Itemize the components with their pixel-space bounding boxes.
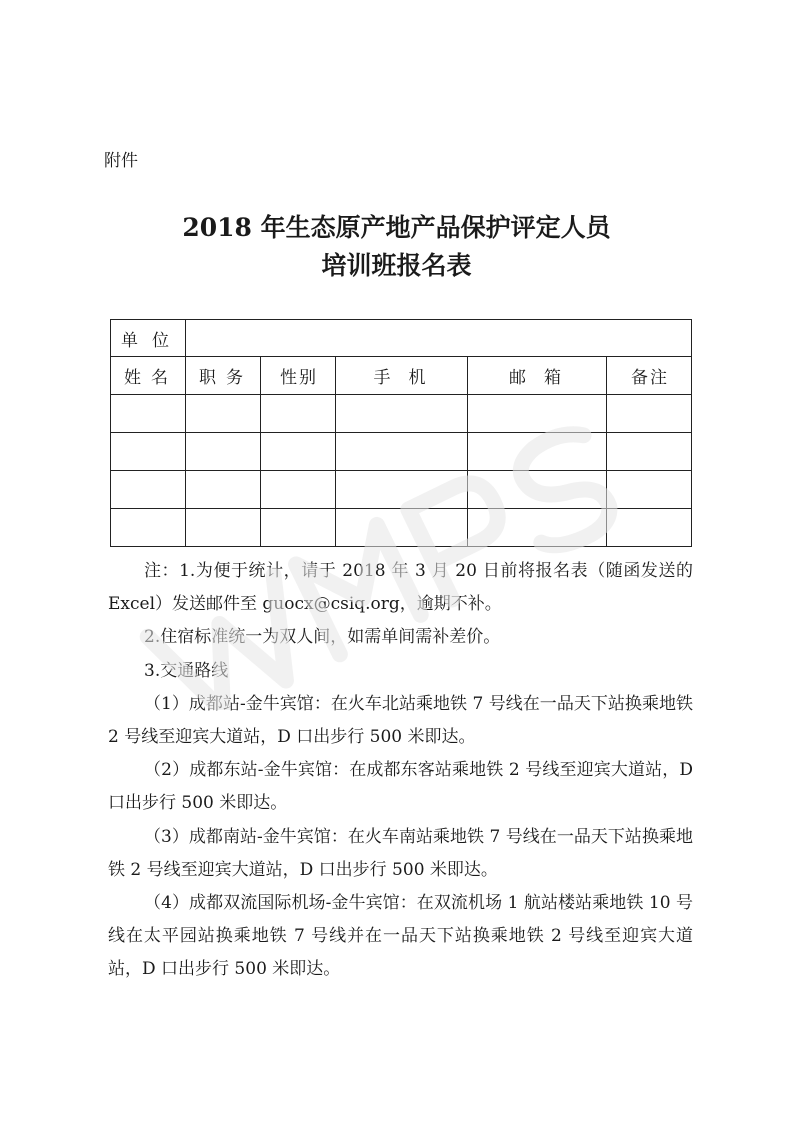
- table-cell[interactable]: [111, 509, 186, 547]
- table-cell[interactable]: [186, 433, 261, 471]
- route-chengdu-east: （2）成都东站-金牛宾馆：在成都东客站乘地铁 2 号线至迎宾大道站，D 口出步行 500 米即达。: [108, 760, 693, 814]
- column-header-remarks: 备注: [607, 357, 692, 395]
- route-chengdu-station: （1）成都站-金牛宾馆：在火车北站乘地铁 7 号线在一品天下站换乘地铁 2 号线至迎宾大道站，D 口出步行 500 米即达。: [108, 693, 693, 748]
- table-cell[interactable]: [607, 509, 692, 547]
- table-row: [111, 471, 692, 509]
- route-chengdu-south: （3）成都南站-金牛宾馆：在火车南站乘地铁 7 号线在一品天下站换乘地铁 2 号线至迎宾大道站，D 口出步行 500 米即达。: [108, 826, 693, 880]
- note-submission: 注：1.为便于统计，请于 2018 年 3 月 20 日前将报名表（随函发送的 Excel）发送邮件至 guocx@csiq.org，逾期不补。: [108, 561, 693, 615]
- unit-value-cell[interactable]: [186, 320, 692, 357]
- route-shuangliu-airport: （4）成都双流国际机场-金牛宾馆：在双流机场 1 航站楼站乘地铁 10 号线在太平园站换乘地铁 7 号线并在一品天下站换乘地铁 2 号线至迎宾大道站，D 口出步行 500 米即达。: [108, 893, 693, 980]
- column-header-position: 职务: [186, 357, 261, 395]
- table-cell[interactable]: [468, 433, 607, 471]
- table-cell[interactable]: [186, 509, 261, 547]
- table-cell[interactable]: [468, 509, 607, 547]
- unit-label: 单位: [111, 320, 186, 357]
- notes-section: [108, 555, 693, 987]
- table-cell[interactable]: [336, 433, 468, 471]
- attachment-label: 附件: [104, 151, 138, 171]
- column-header-email: 邮箱: [468, 357, 607, 395]
- column-header-gender: 性别: [261, 357, 336, 395]
- table-cell[interactable]: [336, 509, 468, 547]
- table-cell[interactable]: [186, 471, 261, 509]
- table-cell[interactable]: [468, 471, 607, 509]
- column-header-name: 姓名: [111, 357, 186, 395]
- table-cell[interactable]: [111, 395, 186, 433]
- unit-row: [111, 320, 692, 357]
- document-title-line2: 培训班报名表: [321, 251, 472, 280]
- table-cell[interactable]: [607, 395, 692, 433]
- table-cell[interactable]: [261, 433, 336, 471]
- table-cell[interactable]: [607, 471, 692, 509]
- note-accommodation: 2.住宿标准统一为双人间，如需单间需补差价。: [144, 627, 501, 648]
- table-row: [111, 433, 692, 471]
- table-cell[interactable]: [336, 395, 468, 433]
- table-cell[interactable]: [261, 395, 336, 433]
- column-header-mobile: 手机: [336, 357, 468, 395]
- table-cell[interactable]: [261, 471, 336, 509]
- table-row: [111, 509, 692, 547]
- header-row: [111, 357, 692, 395]
- registration-form-table: [110, 319, 692, 547]
- table-cell[interactable]: [261, 509, 336, 547]
- note-transport-heading: 3.交通路线: [144, 660, 229, 681]
- table-cell[interactable]: [186, 395, 261, 433]
- table-cell[interactable]: [336, 471, 468, 509]
- table-cell[interactable]: [607, 433, 692, 471]
- document-title-line1: 2018 年生态原产地产品保护评定人员: [182, 213, 611, 242]
- table-cell[interactable]: [468, 395, 607, 433]
- table-row: [111, 395, 692, 433]
- table-cell[interactable]: [111, 471, 186, 509]
- table-cell[interactable]: [111, 433, 186, 471]
